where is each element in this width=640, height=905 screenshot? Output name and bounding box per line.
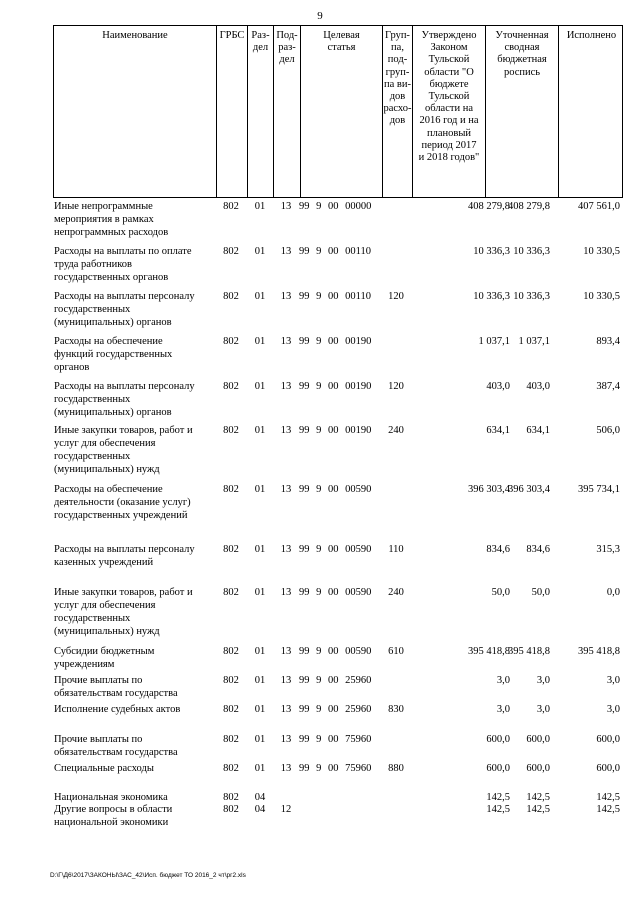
cell-done: 600,0: [596, 763, 620, 774]
cell-target: 99 9 00 25960: [299, 704, 372, 715]
cell-name: Исполнение судебных актов: [54, 704, 181, 715]
cell-podrazdel: 13: [280, 704, 292, 715]
cell-razdel: 01: [254, 675, 266, 686]
cell-specified: 50,0: [531, 587, 550, 598]
header-done: Исполнено: [566, 30, 617, 41]
cell-approved: 10 336,3: [473, 246, 510, 257]
cell-group: 610: [388, 646, 404, 657]
cell-grbs: 802: [223, 704, 239, 715]
cell-approved: 3,0: [496, 704, 510, 715]
cell-done: 315,3: [596, 544, 620, 555]
cell-podrazdel: 13: [280, 675, 292, 686]
cell-grbs: 802: [223, 425, 239, 436]
cell-approved: 408 279,8: [468, 201, 510, 212]
cell-name: Иные непрограммные мероприятия в рамках непрограммных расходов: [54, 201, 169, 238]
cell-specified: 395 418,8: [508, 646, 550, 657]
cell-done: 3,0: [606, 704, 620, 715]
cell-specified: 142,5: [526, 792, 550, 803]
cell-grbs: 802: [223, 792, 239, 803]
cell-done: 0,0: [606, 587, 620, 598]
cell-done: 407 561,0: [578, 201, 620, 212]
cell-razdel: 01: [254, 291, 266, 302]
cell-razdel: 01: [254, 484, 266, 495]
cell-specified: 834,6: [526, 544, 550, 555]
cell-name: Субсидии бюджетным учреждениям: [54, 646, 155, 670]
cell-done: 10 330,5: [583, 246, 620, 257]
cell-podrazdel: 13: [280, 734, 292, 745]
cell-approved: 50,0: [491, 587, 510, 598]
cell-approved: 600,0: [486, 763, 510, 774]
cell-grbs: 802: [223, 804, 239, 815]
cell-specified: 600,0: [526, 763, 550, 774]
cell-name: Расходы на выплаты по оплате труда работников государственных органов: [54, 246, 192, 283]
header-grbs: ГРБС: [217, 26, 248, 197]
cell-podrazdel: 13: [280, 336, 292, 347]
page-number: 9: [317, 10, 323, 22]
cell-group: 880: [388, 763, 404, 774]
cell-target: 99 9 00 25960: [299, 675, 372, 686]
cell-specified: 3,0: [536, 675, 550, 686]
cell-approved: 634,1: [486, 425, 510, 436]
cell-done: 395 734,1: [578, 484, 620, 495]
cell-name: Расходы на выплаты персоналу государственных (муниципальных) органов: [54, 291, 195, 328]
cell-target: 99 9 00 00190: [299, 381, 372, 392]
cell-razdel: 01: [254, 704, 266, 715]
cell-target: 99 9 00 00110: [299, 291, 371, 302]
cell-razdel: 01: [254, 425, 266, 436]
cell-approved: 1 037,1: [478, 336, 510, 347]
cell-grbs: 802: [223, 646, 239, 657]
cell-specified: 403,0: [526, 381, 550, 392]
cell-approved: 10 336,3: [473, 291, 510, 302]
header-specified: Уточненная сводная бюджетная роспись: [486, 26, 559, 197]
cell-podrazdel: 12: [280, 804, 292, 815]
cell-grbs: 802: [223, 246, 239, 257]
cell-name: Расходы на выплаты персоналу государственных (муниципальных) органов: [54, 381, 195, 418]
cell-specified: 396 303,4: [508, 484, 550, 495]
cell-approved: 395 418,8: [468, 646, 510, 657]
header-group: Груп- па, под- груп- па ви- дов расхо- дов: [383, 26, 413, 197]
cell-name: Расходы на выплаты персоналу казенных учреждений: [54, 544, 195, 568]
cell-podrazdel: 13: [280, 544, 292, 555]
cell-name: Иные закупки товаров, работ и услуг для обеспечения государственных (муниципальных) нужд: [54, 587, 193, 637]
cell-done: 600,0: [596, 734, 620, 745]
cell-razdel: 01: [254, 734, 266, 745]
cell-target: 99 9 00 00110: [299, 246, 371, 257]
cell-grbs: 802: [223, 336, 239, 347]
cell-done: 395 418,8: [578, 646, 620, 657]
cell-grbs: 802: [223, 587, 239, 598]
cell-done: 893,4: [596, 336, 620, 347]
cell-razdel: 01: [254, 201, 266, 212]
cell-group: 120: [388, 381, 404, 392]
cell-razdel: 01: [254, 544, 266, 555]
cell-podrazdel: 13: [280, 484, 292, 495]
cell-specified: 3,0: [536, 704, 550, 715]
cell-podrazdel: 13: [280, 201, 292, 212]
cell-done: 3,0: [606, 675, 620, 686]
cell-approved: 834,6: [486, 544, 510, 555]
cell-approved: 600,0: [486, 734, 510, 745]
cell-podrazdel: 13: [280, 763, 292, 774]
cell-name: Другие вопросы в области национальной экономики: [54, 804, 173, 828]
cell-approved: 3,0: [496, 675, 510, 686]
cell-razdel: 04: [254, 792, 266, 803]
cell-done: 142,5: [596, 804, 620, 815]
cell-group: 240: [388, 587, 404, 598]
cell-group: 830: [388, 704, 404, 715]
header-razdel: Раз- дел: [248, 26, 274, 197]
header-target: Целевая статья: [301, 26, 383, 197]
file-path-footer: D:\Г\Д6\2017\ЗАКОНЫ\ЗАС_42\Исп. бюджет ТО 2016_2 чт\рг2.xls: [50, 872, 246, 879]
cell-group: 120: [388, 291, 404, 302]
cell-name: Специальные расходы: [54, 763, 154, 774]
table-header: [53, 25, 623, 198]
cell-grbs: 802: [223, 291, 239, 302]
cell-podrazdel: 13: [280, 425, 292, 436]
cell-grbs: 802: [223, 675, 239, 686]
cell-grbs: 802: [223, 381, 239, 392]
cell-specified: 408 279,8: [508, 201, 550, 212]
cell-target: 99 9 00 00590: [299, 646, 372, 657]
cell-podrazdel: 13: [280, 646, 292, 657]
cell-target: 99 9 00 00190: [299, 336, 372, 347]
cell-podrazdel: 13: [280, 381, 292, 392]
cell-target: 99 9 00 00190: [299, 425, 372, 436]
cell-approved: 142,5: [486, 804, 510, 815]
cell-group: 110: [388, 544, 404, 555]
cell-name: Прочие выплаты по обязательствам государства: [54, 675, 178, 699]
cell-razdel: 04: [254, 804, 266, 815]
cell-name: Прочие выплаты по обязательствам государства: [54, 734, 178, 758]
cell-grbs: 802: [223, 201, 239, 212]
cell-podrazdel: 13: [280, 246, 292, 257]
cell-approved: 396 303,4: [468, 484, 510, 495]
cell-razdel: 01: [254, 763, 266, 774]
cell-specified: 10 336,3: [513, 291, 550, 302]
cell-target: 99 9 00 75960: [299, 734, 372, 745]
cell-target: 99 9 00 00590: [299, 544, 372, 555]
cell-done: 506,0: [596, 425, 620, 436]
cell-specified: 1 037,1: [518, 336, 550, 347]
cell-grbs: 802: [223, 544, 239, 555]
cell-done: 10 330,5: [583, 291, 620, 302]
cell-razdel: 01: [254, 246, 266, 257]
cell-target: 99 9 00 00000: [299, 201, 372, 212]
cell-name: Иные закупки товаров, работ и услуг для обеспечения государственных (муниципальных) нужд: [54, 425, 193, 475]
cell-name: Расходы на обеспечение деятельности (оказание услуг) государственных учреждений: [54, 484, 191, 521]
cell-grbs: 802: [223, 763, 239, 774]
cell-target: 99 9 00 00590: [299, 484, 372, 495]
cell-name: Расходы на обеспечение функций государственных органов: [54, 336, 173, 373]
cell-done: 142,5: [596, 792, 620, 803]
cell-razdel: 01: [254, 336, 266, 347]
cell-podrazdel: 13: [280, 587, 292, 598]
cell-razdel: 01: [254, 381, 266, 392]
header-podrazdel: Под- раз- дел: [274, 26, 301, 197]
cell-approved: 142,5: [486, 792, 510, 803]
header-approved: Утверждено Законом Тульской области "О бюджете Тульской области на 2016 год и на плановый период 2017 и 2018 годов": [413, 26, 486, 197]
cell-group: 240: [388, 425, 404, 436]
cell-specified: 10 336,3: [513, 246, 550, 257]
cell-target: 99 9 00 75960: [299, 763, 372, 774]
cell-done: 387,4: [596, 381, 620, 392]
cell-target: 99 9 00 00590: [299, 587, 372, 598]
cell-podrazdel: 13: [280, 291, 292, 302]
cell-name: Национальная экономика: [54, 792, 168, 803]
cell-approved: 403,0: [486, 381, 510, 392]
cell-specified: 142,5: [526, 804, 550, 815]
cell-grbs: 802: [223, 484, 239, 495]
cell-specified: 600,0: [526, 734, 550, 745]
cell-grbs: 802: [223, 734, 239, 745]
cell-specified: 634,1: [526, 425, 550, 436]
cell-razdel: 01: [254, 646, 266, 657]
header-name: Наименование: [54, 26, 217, 197]
cell-razdel: 01: [254, 587, 266, 598]
